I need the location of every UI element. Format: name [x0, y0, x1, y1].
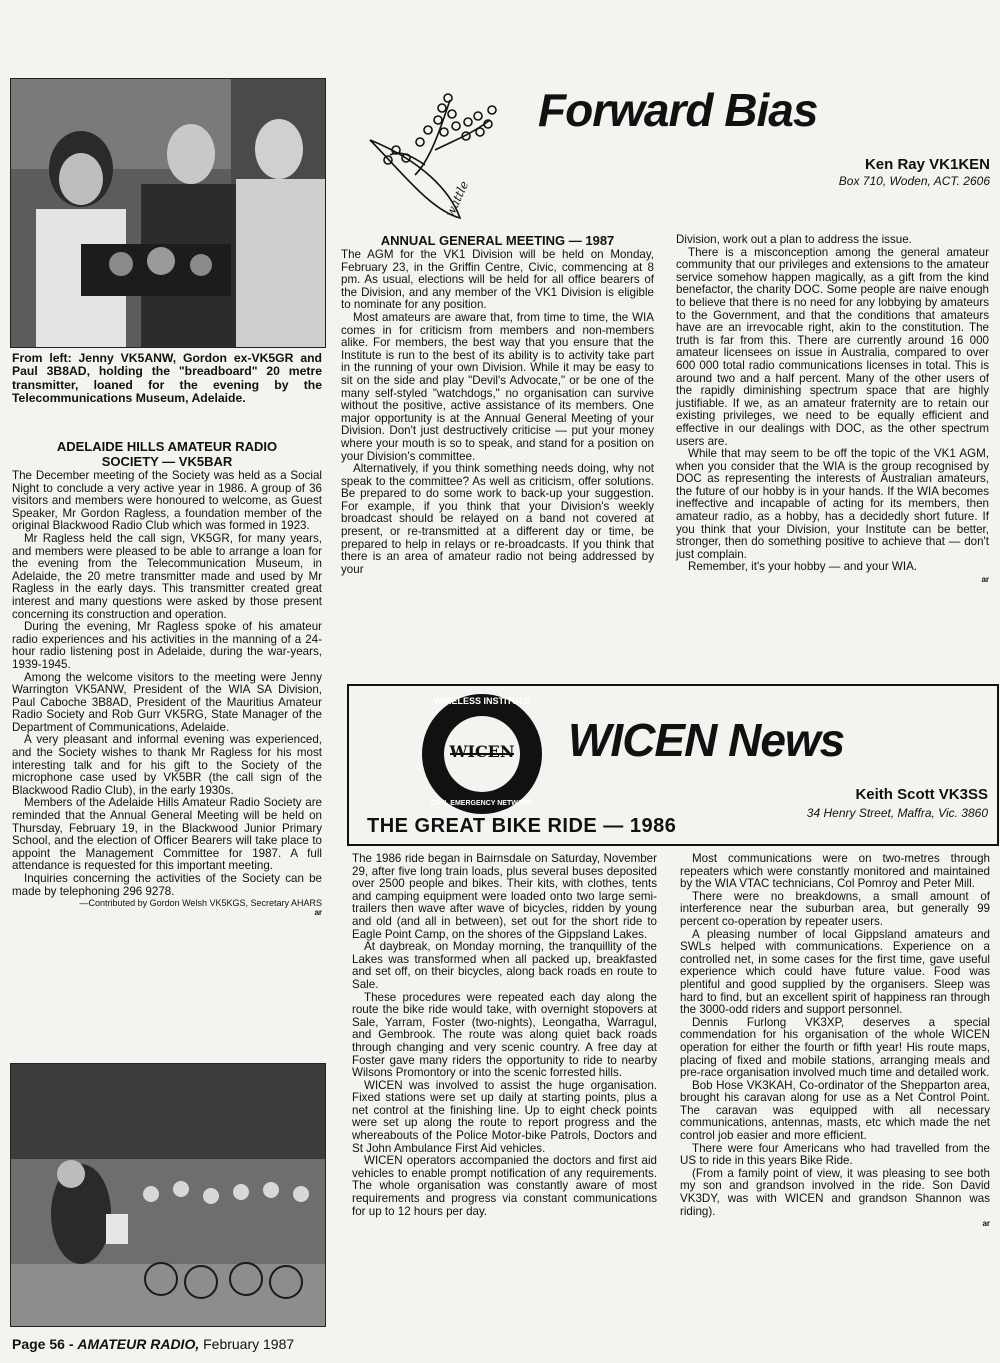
agm-body-col1 [341, 249, 654, 576]
wicen-logo-top-text: WIRELESS INSTITUTE [433, 696, 530, 706]
wicen-col2 [680, 853, 990, 1231]
wattle-illustration [360, 80, 520, 230]
paragraph: Alternatively, if you think something needs doing, why not speak to the committee? As well as criticism, offer solutions. Be prepared to do some work to back-up your suggestion. For example, if you think that your Division's weekly broadcast should be relayed on a band not covered at present, or re-transmitted at a different day or time, be prepared to help in relays or re-broadcasts. If you think that there is an area of amateur radio not being addressed by your [341, 462, 654, 576]
paragraph: Dennis Furlong VK3XP, deserves a special commendation for his organisation of the whole WICEN operation for either the fourth or fifth year! His route maps, placing of fixed and mobile stations, arranging meals and pre-race organisation involved much time and detailed work. [680, 1015, 990, 1080]
wicen-author: Keith Scott VK3SS [855, 786, 988, 803]
wicen-col1 [352, 853, 657, 1218]
end-mark: ar [314, 908, 322, 918]
paragraph: Most amateurs are aware that, from time to time, the WIA comes in for criticism from members and non-members alike. For members, the best way that you ensure that the Institute is run to the best of its ability is to activity take part in the running of your own Division. While it may be easy to sit on the side and play "Devil's Advocate," or be one of the many self-styled "watchdogs," no organisation can survive without the positive, active assistance of its members. One major opportunity is at the Annual General Meeting of your Division. Don't just destructively criticise — put your money where your mouth is so to speak, and stand for a position on your Division's committee. [341, 310, 654, 463]
paragraph: Most communications were on two-metres through repeaters which were constantly monitored and maintained by the WIA VTAC technicians, Col Pomroy and Peter Mill. [680, 852, 990, 891]
forward-bias-address: Box 710, Woden, ACT. 2606 [838, 174, 990, 188]
wattle-drawing [360, 80, 520, 230]
end-mark: ar [982, 1219, 990, 1229]
paragraph: Division, work out a plan to address the issue. [676, 233, 912, 246]
paragraph: Remember, it's your hobby — and your WIA. [688, 560, 918, 574]
page-footer [12, 1336, 294, 1352]
wicen-logo-center-text: WICEN [449, 742, 515, 761]
paragraph: There were no breakdowns, a small amount of interference near the suburban area, but generally 99 percent co-operation by repeater users. [680, 889, 990, 928]
paragraph: The 1986 ride began in Bairnsdale on Saturday, November 29, after five long train loads, plus several buses deposited over 2500 people and bikes. Their kits, with clothes, tents and camping equipment were loaded onto two large semi-trailers then wave after wave of bicycles, ridden by young and old (and all in between), set out for the short ride to Eagle Point Camp, on the shores of the Gippsland Lakes. [352, 852, 657, 941]
paragraph: There is a misconception among the general amateur community that our privileges and extensions to the amateur service somehow happen magically, as a gift from the kind benefactor, the charity DOC. Some people are naive enough to believe that there is no need for any lobbying by amateurs to the Government, and that the conditions that amateurs have are an irrevocable right, akin to the constitution. The truth is far from this. There are currently around 16 000 amateur licensees on issue in Australia, compared to over 600 000 total radio communications licenses in total. This is around two and a half percent. Many of the other users of the rapidly diminishing spectrum space that are highly justifiable. If we, as an amateur fraternity are to retain our existing privileges, we need to be equally efficient and effective in our dealings with DOC, as the other spectrum users are. [676, 245, 989, 448]
paragraph: Bob Hose VK3KAH, Co-ordinator of the Shepparton area, brought his caravan along for use as a Net Control Point. The caravan was equipped with all necessary communications, antennas, masts, etc which made the net control job easier and more efficient. [680, 1078, 990, 1143]
photo-caption: From left: Jenny VK5ANW, Gordon ex-VK5GR and Paul 3B8AD, holding the "breadboard" 20 metre transmitter, loaned for the evening by the Telecommunications Museum, Adelaide. [12, 351, 322, 405]
bike-riders-image [11, 1064, 325, 1326]
wicen-title: WICEN News [568, 714, 845, 766]
paragraph: During the evening, Mr Ragless spoke of his amateur radio experiences and his activities in the manning of a 24-hour radio listening post in Adelaide, during the war-years, 1939-1945. [12, 620, 322, 671]
paragraph: At daybreak, on Monday morning, the tranquillity of the Lakes was transformed when all packed up, breakfasted and set off, on their bicycles, along back roads en route to Sale. [352, 940, 657, 991]
end-mark: ar [981, 575, 989, 585]
paragraph: The AGM for the VK1 Division will be held on Monday, February 23, in the Griffin Centre, Civic, commencing at 8 pm. As usual, elections will be held for all office bearers of the Division, and any member of the VK1 Division is eligible to nominate for any position. [341, 248, 654, 312]
adelaide-heading-line1: ADELAIDE HILLS AMATEUR RADIO [56, 439, 278, 454]
wicen-logo-bottom-text: CIVIL EMERGENCY NETWORK [430, 800, 534, 807]
paragraph: Members of the Adelaide Hills Amateur Radio Society are reminded that the Annual General Meeting will be held on Thursday, February 19, in the Blackwood Junior Primary School, and the election of Officer Bearers will take place to appoint the Management Committee for 1987. A full attendance is requested for this important meeting. [12, 796, 322, 873]
paragraph: Among the welcome visitors to the meeting were Jenny Warrington VK5ANW, President of the WIA SA Division, Paul Caboche 3B8AD, President of the Mauritius Amateur Radio Society and Rob Gurr VK5RG, State Manager of the Department of Communications, Adelaide. [12, 670, 322, 734]
adelaide-credit: —Contributed by Gordon Welsh VK5KGS, Secretary AHARS [79, 898, 322, 909]
paragraph: WICEN was involved to assist the huge organisation. Fixed stations were set up daily at starting points, plus a net control at the finishing line. Up to eight check points were set up along the route to report progress and the whereabouts of the Police Motor-bike Patrols, Doctors and St John Ambulance First Aid vehicles. [352, 1078, 657, 1155]
forward-bias-author: Ken Ray VK1KEN [864, 156, 990, 173]
adelaide-body [12, 470, 322, 898]
wattle-label: wattle [442, 178, 472, 220]
forward-bias-col1 [341, 234, 654, 576]
paragraph: While that may seem to be off the topic of the VK1 AGM, when you consider that the WIA is the group recognised by DOC as representing the interests of Australian amateurs, the future of our hobby is in your hands. If the WIA becomes ineffective and incapable of acting for its members, then amateur radio, as a hobby, has a decidedly short future. If you think that your Division, your Institute can be better, stronger, then do something positive to achieve that — don't just complain. [676, 447, 989, 561]
footer-page-number: Page 56 - [12, 1336, 78, 1352]
bike-ride-photo [10, 1063, 326, 1327]
footer-magazine: AMATEUR RADIO, [77, 1336, 200, 1352]
forward-bias-col2 [676, 234, 989, 587]
bike-ride-heading: THE GREAT BIKE RIDE — 1986 [367, 815, 677, 837]
top-photo [10, 78, 326, 348]
paragraph: A pleasing number of local Gippsland amateurs and SWLs helped with communications. Experience on a controlled net, in some cases for the first time, gave useful experience which could have future value. Food was plentiful and good supplied by the organisers. Sleep was hard to find, but an excellent spirit of happiness ran through the 3000-odd riders and support personnel. [680, 927, 990, 1017]
paragraph: These procedures were repeated each day along the route the bike ride would take, with overnight stopovers at Sale, Yarram, Foster (two-nights), Leongatha, Warragul, and Gembrook. The route was along quiet back roads through changing and very scenic country. A free day at Foster gave many riders the opportunity to ride to nearby Wilsons Promontory or into the scenic forrested hills. [352, 990, 657, 1080]
wicen-address: 34 Henry Street, Maffra, Vic. 3860 [806, 806, 988, 820]
paragraph: WICEN operators accompanied the doctors and first aid vehicles to enable prompt notification of any requirements. The whole organisation was constantly aware of most requirements and progress via constant communications for up to 12 hours per day. [352, 1154, 657, 1218]
paragraph: A very pleasant and informal evening was experienced, and the Society wishes to thank Mr Ragless for his most interesting talk and for his gift to the Society of the microphone case used by VK5BR (the call sign of the Blackwood Radio Club), in the early 1930s. [12, 733, 322, 797]
paragraph: Inquiries concerning the activities of the Society can be made by telephoning 296 9278. [12, 872, 322, 898]
adelaide-hills-article [12, 440, 322, 917]
paragraph: The December meeting of the Society was held as a Social Night to conclude a very active year in 1986. A group of 36 visitors and members were honoured to welcome, as Guest Speaker, Mr Gordon Ragless, a foundation member of the original Blackwood Radio Club which was formed in 1923. [12, 469, 322, 533]
paragraph: (From a family point of view, it was pleasing to see both my son and grandson involved in the ride. Son David VK3DY, was with WICEN and grandson Shannon was riding). [680, 1166, 990, 1218]
agm-heading: ANNUAL GENERAL MEETING — 1987 [380, 233, 615, 248]
footer-date: February 1987 [199, 1336, 295, 1352]
group-photo-image [11, 79, 325, 347]
wicen-logo [420, 692, 544, 816]
adelaide-heading-line2: SOCIETY — VK5BAR [101, 454, 233, 469]
paragraph: Mr Ragless held the call sign, VK5GR, for many years, and members were pleased to be able to arrange a loan for the evening from the Telecommunication Museum, in Adelaide, the 20 metre transmitter made and used by Mr Ragless in the early days. This transmitter created great interest and many questions were asked by those present concerning its construction and operation. [12, 531, 322, 621]
forward-bias-title: Forward Bias [538, 84, 818, 136]
paragraph: There were four Americans who had travelled from the US to ride in this years Bike Ride. [680, 1141, 990, 1168]
